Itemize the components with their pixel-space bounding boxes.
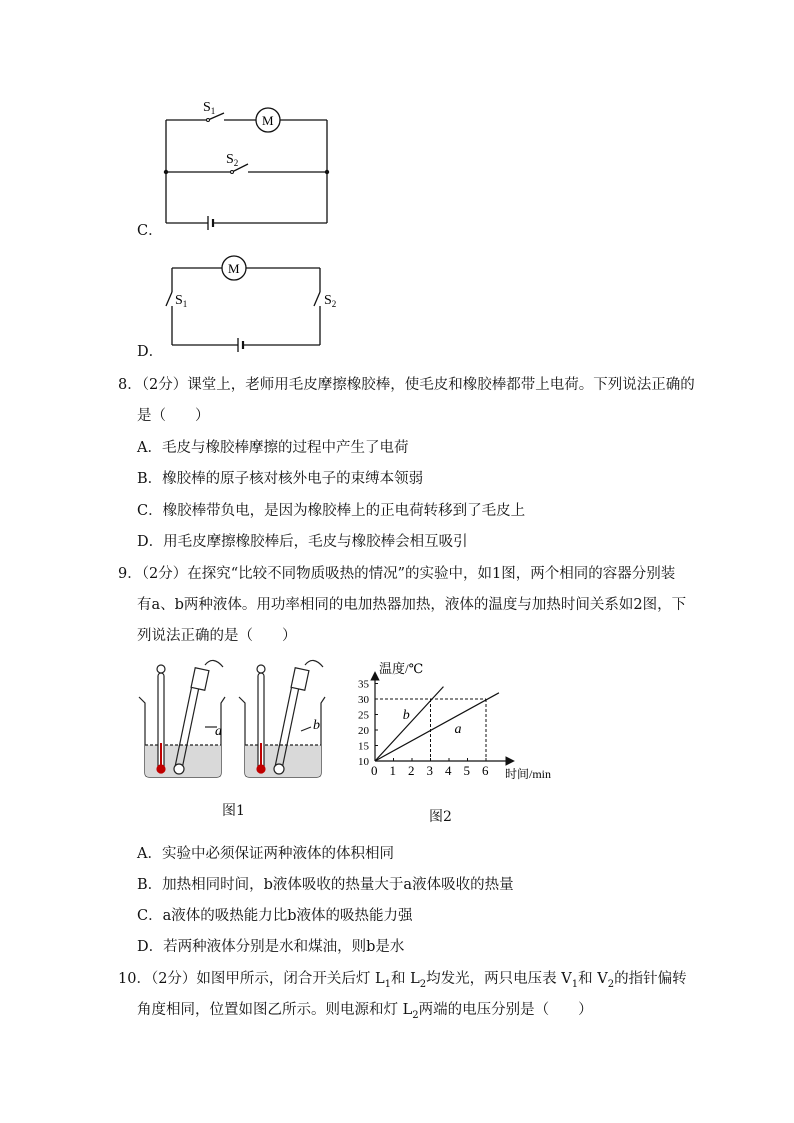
- q9-option-d[interactable]: D．若两种液体分别是水和煤油，则b是水: [137, 939, 405, 955]
- x-tick-label: 3: [426, 763, 433, 778]
- x-axis-label: 时间/min: [505, 767, 552, 781]
- circuit-c-option-label: C．: [137, 223, 163, 239]
- y-tick-label: 10: [358, 756, 369, 768]
- motor-label: M: [228, 261, 240, 276]
- liquid-b-label: b: [313, 718, 320, 733]
- q8-option-d[interactable]: D．用毛皮摩擦橡胶棒后，毛皮与橡胶棒会相互吸引: [137, 534, 468, 550]
- x-tick-label: 1: [389, 763, 396, 778]
- series-label-a: a: [454, 722, 462, 738]
- x-tick-label: 0: [371, 763, 378, 778]
- y-tick-label: 30: [358, 694, 369, 706]
- circuit-d-option-label: D．: [137, 344, 164, 360]
- y-tick-label: 25: [358, 709, 369, 722]
- y-tick-label: 35: [358, 678, 369, 691]
- q9-stem-line1: 9．（2分）在探究“比较不同物质吸热的情况”的实验中，如1图，两个相同的容器分别装: [118, 566, 676, 582]
- liquid-a-label: a: [215, 724, 222, 739]
- series-line-a: [375, 693, 499, 761]
- q10-stem-line2: 角度相同，位置如图乙所示。则电源和灯 $L_2$两端的电压分别是（ ）: [137, 1002, 593, 1021]
- series-line-b: [375, 687, 443, 761]
- circuit-c-diagram: [160, 95, 340, 235]
- switch-s1-label: $S_1$: [175, 293, 188, 309]
- q9-option-c[interactable]: C．a液体的吸热能力比b液体的吸热能力强: [137, 908, 413, 924]
- switch-s1-label: $S_1$: [203, 100, 216, 116]
- y-axis-label: 温度/℃: [379, 661, 424, 676]
- beaker-a: [139, 660, 225, 777]
- q8-stem-line1: 8．（2分）课堂上，老师用毛皮摩擦橡胶棒，使毛皮和橡胶棒都带上电荷。下列说法正确的: [118, 377, 695, 393]
- q9-option-b[interactable]: B．加热相同时间，b液体吸收的热量大于a液体吸收的热量: [137, 877, 514, 893]
- q9-option-a[interactable]: A．实验中必须保证两种液体的体积相同: [137, 846, 394, 862]
- figure1-beakers: [135, 655, 345, 785]
- q8-option-c[interactable]: C．橡胶棒带负电，是因为橡胶棒上的正电荷转移到了毛皮上: [137, 503, 526, 519]
- switch-s2-label: $S_2$: [324, 293, 337, 309]
- q8-option-b[interactable]: B．橡胶棒的原子核对核外电子的束缚本领弱: [137, 471, 424, 487]
- figure1-caption: 图1: [222, 803, 245, 819]
- q10-stem-line1: 10．（2分）如图甲所示，闭合开关后灯 $L_1$和 $L_2$均发光，两只电压表 $V_1$和 $V_2$的指针偏转: [118, 971, 687, 990]
- figure2-caption: 图2: [429, 809, 452, 825]
- y-tick-label: 20: [358, 725, 369, 737]
- x-tick-label: 2: [408, 763, 415, 778]
- circuit-d-diagram: [160, 250, 340, 360]
- x-tick-label: 4: [445, 763, 452, 778]
- q9-stem-line3: 列说法正确的是（ ）: [137, 628, 297, 644]
- q8-option-a[interactable]: A．毛皮与橡胶棒摩擦的过程中产生了电荷: [137, 440, 409, 456]
- switch-s2-label: $S_2$: [226, 152, 239, 168]
- x-tick-label: 5: [463, 763, 470, 778]
- q9-stem-line2: 有a、b两种液体。用功率相同的电加热器加热，液体的温度与加热时间关系如2图，下: [137, 597, 687, 613]
- motor-label: M: [262, 113, 274, 128]
- figure2-temperature-chart: [355, 655, 570, 790]
- x-tick-label: 6: [482, 763, 489, 778]
- series-label-b: b: [402, 708, 410, 724]
- q8-stem-line2: 是（ ）: [137, 408, 210, 424]
- y-tick-label: 15: [358, 740, 369, 753]
